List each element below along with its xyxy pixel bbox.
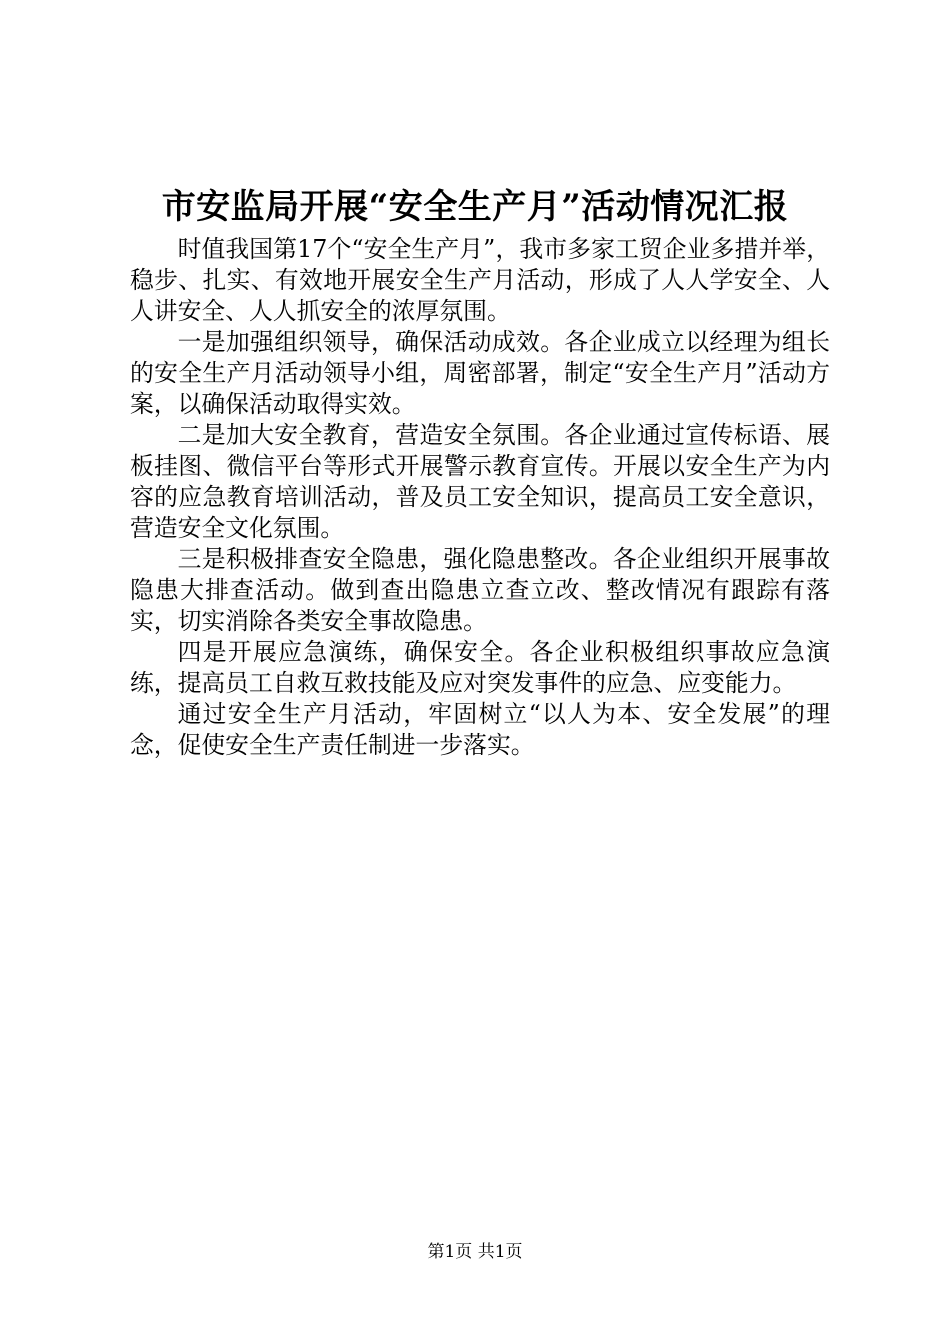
paragraph-organization: 一是加强组织领导，确保活动成效。各企业成立以经理为组长的安全生产月活动领导小组，周密部署，制定“安全生产月”活动方案，以确保活动取得实效。 xyxy=(130,328,830,418)
document-title: 市安监局开展“安全生产月”活动情况汇报 xyxy=(161,187,789,227)
paragraph-intro: 时值我国第17个“安全生产月”，我市多家工贸企业多措并举，稳步、扎实、有效地开展安全生产月活动，形成了人人学安全、人人讲安全、人人抓安全的浓厚氛围。 xyxy=(130,235,830,325)
paragraph-education: 二是加大安全教育，营造安全氛围。各企业通过宣传标语、展板挂图、微信平台等形式开展警示教育宣传。开展以安全生产为内容的应急教育培训活动，普及员工安全知识，提高员工安全意识，营造安全文化氛围。 xyxy=(130,421,830,542)
paragraph-hazard-check: 三是积极排查安全隐患，强化隐患整改。各企业组织开展事故隐患大排查活动。做到查出隐患立查立改、整改情况有跟踪有落实，切实消除各类安全事故隐患。 xyxy=(130,545,830,635)
page-footer: 第1页 共1页 xyxy=(427,1242,523,1262)
paragraph-emergency-drill: 四是开展应急演练，确保安全。各企业积极组织事故应急演练，提高员工自救互救技能及应对突发事件的应急、应变能力。 xyxy=(130,638,830,697)
document-body xyxy=(130,234,830,761)
paragraph-conclusion: 通过安全生产月活动，牢固树立“以人为本、安全发展”的理念，促使安全生产责任制进一步落实。 xyxy=(130,700,830,759)
